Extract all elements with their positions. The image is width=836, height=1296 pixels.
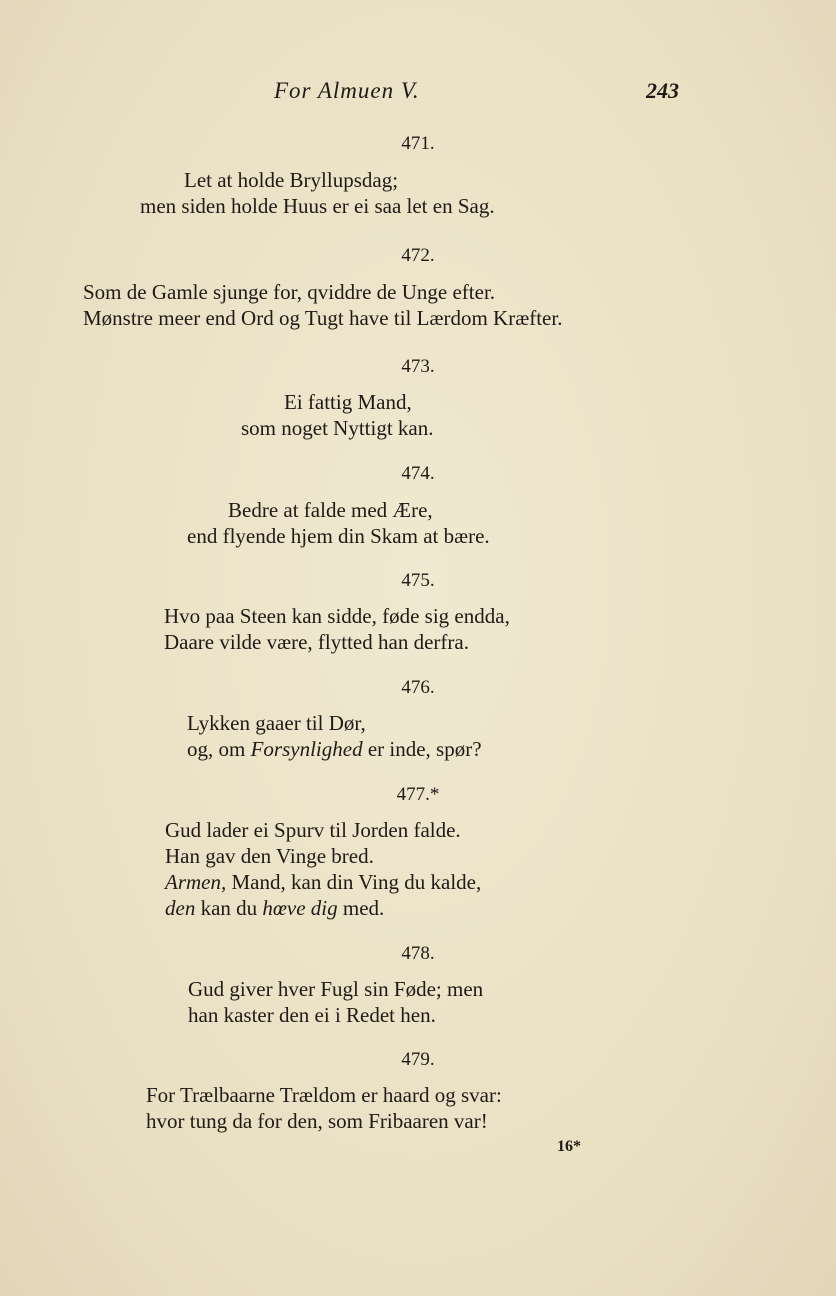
verse-line: For Trælbaarne Trældom er haard og svar:	[146, 1083, 502, 1107]
verse-italic: Armen,	[165, 870, 227, 894]
proverb-number-478: 478.	[401, 943, 435, 964]
running-head	[0, 78, 836, 110]
verse-text: er inde, spør?	[362, 737, 482, 761]
proverb-472	[83, 279, 562, 331]
proverb-479	[146, 1082, 502, 1134]
proverb-473	[241, 389, 434, 441]
verse-line: Lykken gaaer til Dør,	[187, 711, 366, 735]
verse-text: Mand, kan din Ving du kalde,	[226, 870, 482, 894]
verse-line: men siden holde Huus er ei saa let en Sag.	[140, 194, 495, 218]
verse-text: kan du	[195, 896, 263, 920]
proverb-number-476: 476.	[401, 677, 435, 698]
verse-italic: Forsynlighed	[250, 737, 363, 761]
proverb-478	[188, 976, 483, 1028]
verse-line: han kaster den ei i Redet hen.	[188, 1003, 436, 1027]
verse-line: Let at holde Bryllupsdag;	[184, 168, 399, 192]
proverb-476	[187, 710, 482, 762]
verse-line: Hvo paa Steen kan sidde, føde sig endda,	[164, 604, 510, 628]
proverb-number-479: 479.	[401, 1049, 435, 1070]
verse-line: Ei fattig Mand,	[284, 390, 412, 414]
signature-mark: 16*	[557, 1138, 581, 1155]
proverb-number-477: 477.*	[396, 784, 440, 805]
verse-text: med.	[337, 896, 385, 920]
verse-line: Gud giver hver Fugl sin Føde; men	[188, 977, 484, 1001]
proverb-number-475: 475.	[401, 570, 435, 591]
verse-line: hvor tung da for den, som Fribaaren var!	[146, 1109, 488, 1133]
proverb-number-474: 474.	[401, 463, 435, 484]
verse-line: Gud lader ei Spurv til Jorden falde.	[165, 818, 461, 842]
verse-line	[165, 869, 481, 895]
verse-line: Som de Gamle sjunge for, qviddre de Unge efter.	[83, 280, 496, 304]
verse-italic: den	[165, 896, 196, 920]
verse-text: og, om	[187, 737, 251, 761]
verse-line: Daare vilde være, flytted han derfra.	[164, 630, 469, 654]
proverb-474	[187, 497, 490, 549]
verse-line	[187, 736, 482, 762]
verse-line: Mønstre meer end Ord og Tugt have til Lærdom Kræfter.	[83, 306, 563, 330]
proverb-number-471: 471.	[401, 133, 435, 154]
verse-line: end flyende hjem din Skam at bære.	[187, 524, 490, 548]
verse-line: Han gav den Vinge bred.	[165, 844, 374, 868]
proverb-475	[164, 603, 510, 655]
proverb-number-473: 473.	[401, 356, 435, 377]
proverb-number-472: 472.	[401, 245, 435, 266]
verse-line: som noget Nyttigt kan.	[241, 416, 434, 440]
proverb-471	[140, 167, 495, 219]
running-head-title: For Almuen V.	[274, 78, 420, 103]
page-number: 243	[646, 78, 679, 103]
verse-line: Bedre at falde med Ære,	[228, 498, 433, 522]
verse-line	[165, 895, 481, 921]
verse-italic: hœve dig	[262, 896, 338, 920]
proverb-477	[165, 817, 481, 921]
